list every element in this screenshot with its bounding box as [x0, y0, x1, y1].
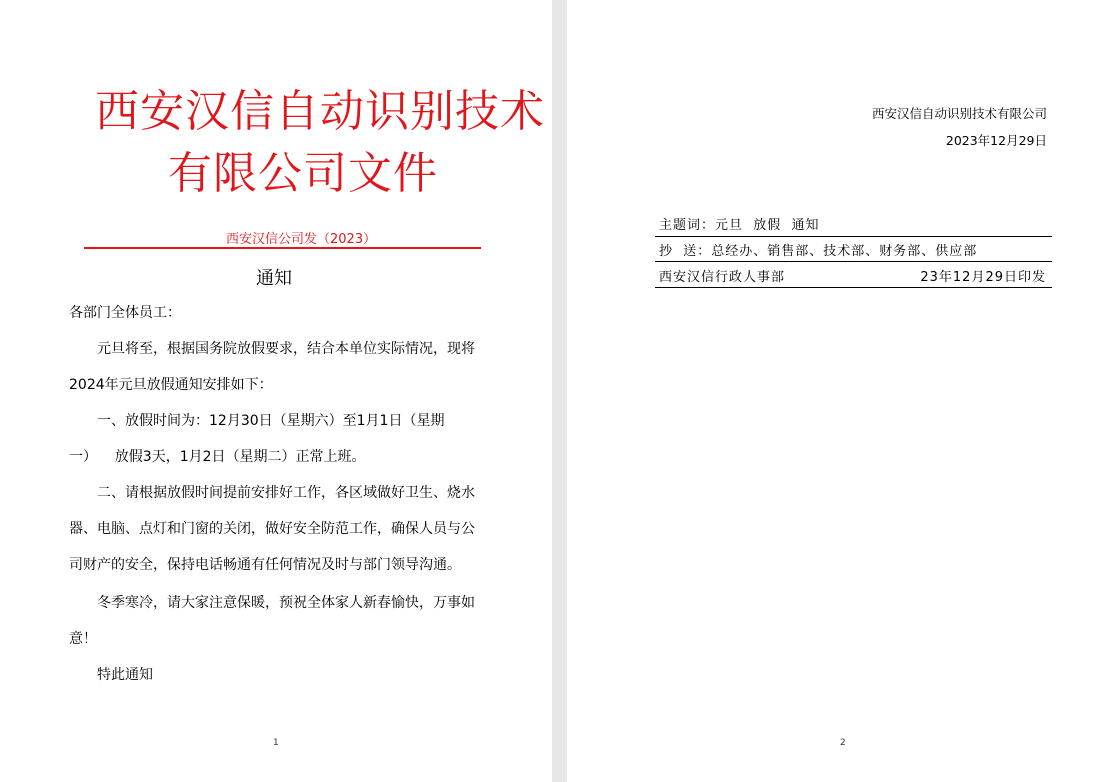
body-line: 2024年元旦放假通知安排如下： — [69, 377, 273, 393]
red-header-line-1: 西安汉信自动识别技术 — [95, 86, 545, 137]
document-page-1 — [0, 0, 552, 782]
body-line: 一、放假时间为：12月30日（星期六）至1月1日（星期 — [97, 413, 445, 429]
company-signature: 西安汉信自动识别技术有限公司 — [871, 106, 1047, 121]
red-divider — [84, 247, 481, 249]
table-rule — [655, 236, 1052, 237]
body-line: 司财产的安全，保持电话畅通有任何情况及时与部门领导沟通。 — [69, 557, 461, 573]
closing-line: 特此通知 — [97, 667, 153, 683]
subject-keywords: 主题词：元旦 放假 通知 — [659, 218, 820, 233]
body-line: 二、请根据放假时间提前安排好工作，各区域做好卫生、烧水 — [97, 485, 475, 501]
body-line: 一） 放假3天，1月2日（星期二）正常上班。 — [69, 449, 366, 465]
cc-recipients: 抄 送：总经办、销售部、技术部、财务部、供应部 — [659, 244, 978, 259]
table-rule — [655, 287, 1052, 288]
issuing-department: 西安汉信行政人事部 — [659, 270, 786, 285]
greeting: 各部门全体员工： — [69, 305, 181, 321]
document-title: 通知 — [256, 268, 292, 289]
signature-date: 2023年12月29日 — [945, 133, 1047, 148]
body-line: 意！ — [69, 631, 97, 647]
body-line: 元旦将至，根据国务院放假要求，结合本单位实际情况，现将 — [97, 341, 475, 357]
red-header-line-2: 有限公司文件 — [168, 148, 438, 199]
document-page-2 — [567, 0, 1119, 782]
page-number: 1 — [273, 738, 279, 748]
print-date: 23年12月29日印发 — [920, 270, 1046, 285]
issuer-line: 西安汉信公司发（2023） — [226, 232, 377, 247]
body-line: 器、电脑、点灯和门窗的关闭，做好安全防范工作，确保人员与公 — [69, 521, 475, 537]
table-rule — [655, 261, 1052, 262]
body-line: 冬季寒冷，请大家注意保暖，预祝全体家人新春愉快，万事如 — [97, 595, 475, 611]
page-number: 2 — [840, 738, 846, 748]
